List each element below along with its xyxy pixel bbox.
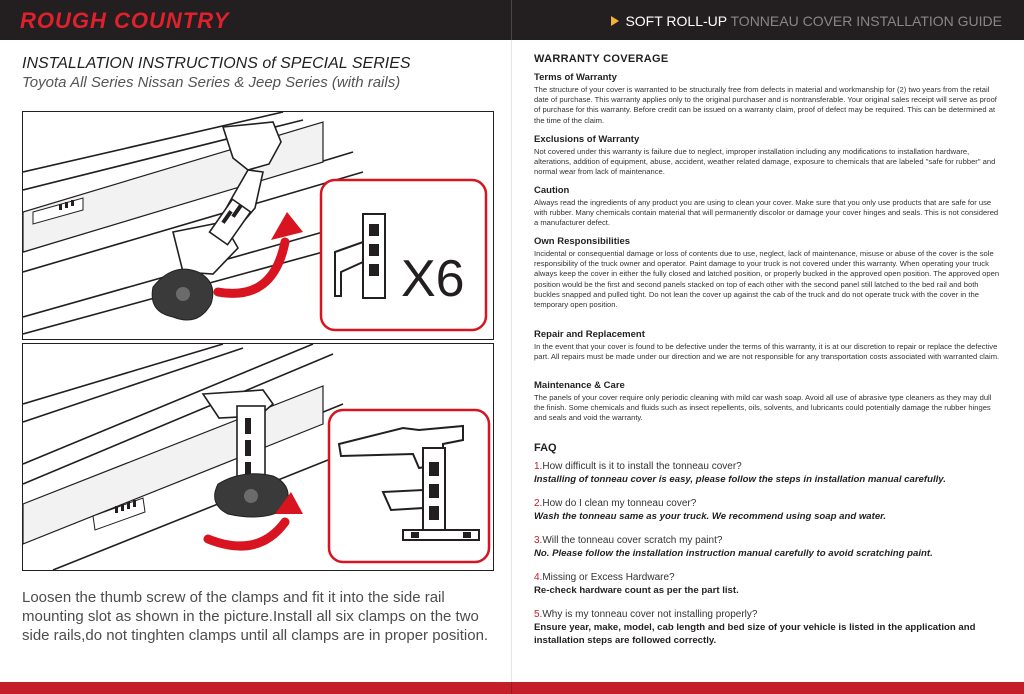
instructions-title: INSTALLATION INSTRUCTIONS of SPECIAL SERIES: [22, 55, 411, 72]
page-header: [0, 0, 1024, 40]
section-heading: Exclusions of Warranty: [534, 134, 640, 145]
faq-answer: Wash the tonneau same as your truck. We recommend using soap and water.: [534, 511, 887, 522]
faq-item: [534, 535, 1004, 561]
faq-title: FAQ: [534, 442, 557, 454]
faq-item: [534, 609, 1004, 647]
faq-answer: Ensure year, make, model, cab length and bed size of your vehicle is listed in the application and installation steps are followed correctly.: [534, 622, 976, 646]
section-body: Incidental or consequential damage or loss of contents due to use, neglect, lack of maintenance, misuse or abuse of the cover is the sole responsibility of the truck owner and operator. Paint damage to your truck is not covered under this warranty. When operating your truck always keep the cover in either the fully closed and latched position, or properly bucked in the approved open position. The approved open position would be the first and second panels stacked on top of each other with the second panel still latched to the bed rail and both buckles snapped and pulled tight. Do not lean the cover up against the cab of the truck and do not operate truck with the cover in the temporary open position.: [534, 249, 1000, 310]
faq-question: 1.How difficult is it to install the tonneau cover?: [534, 461, 742, 472]
warranty-title: WARRANTY COVERAGE: [534, 53, 669, 65]
faq-item: [534, 498, 1004, 524]
clamp-install-illustration: [23, 112, 493, 339]
faq-question: 4.Missing or Excess Hardware?: [534, 572, 675, 583]
quantity-badge: X6: [401, 250, 465, 308]
footer-divider: [511, 682, 512, 694]
warranty-section-exclusions: [534, 134, 1004, 178]
page-spread-divider: [511, 40, 512, 682]
faq-question: 3.Will the tonneau cover scratch my paint?: [534, 535, 723, 546]
figure-clamp-slot: [22, 343, 494, 571]
faq-item: [534, 572, 1004, 598]
header-divider: [511, 0, 512, 40]
faq-answer: Installing of tonneau cover is easy, please follow the steps in installation manual carefully.: [534, 474, 946, 485]
play-triangle-icon: [611, 16, 619, 26]
guide-title-main: SOFT ROLL-UP: [625, 13, 727, 29]
faq-question: 5.Why is my tonneau cover not installing properly?: [534, 609, 758, 620]
warranty-section-terms: [534, 72, 1004, 126]
faq-answer: No. Please follow the installation instruction manual carefully to avoid scratching paint.: [534, 548, 933, 559]
warranty-section-repair: [534, 329, 1004, 362]
section-body: Always read the ingredients of any product you are using to clean your cover. Make sure that you only use products that are safe for use with rubber. Many chemicals contain material that will permanently discolor or damage your cover hinges and seals. This is not considered a manufacturer defect.: [534, 198, 999, 228]
faq-answer: Re-check hardware count as per the part list.: [534, 585, 739, 596]
section-heading: Terms of Warranty: [534, 72, 617, 83]
warranty-section-responsibilities: [534, 236, 1004, 310]
guide-title-rest: TONNEAU COVER INSTALLATION GUIDE: [730, 13, 1002, 29]
section-body: Not covered under this warranty is failure due to neglect, improper installation including any modifications to installation hardware, alterations, addition of equipment, abuse, accident, weather related damage, exposure to chemicals that are labeled "safe for rubber" and normal wear from lack of maintenance.: [534, 147, 996, 177]
section-heading: Caution: [534, 185, 570, 196]
guide-title: [611, 13, 1002, 29]
warranty-section-maintenance: [534, 380, 1004, 424]
section-body: The panels of your cover require only periodic cleaning with mild car wash soap. Avoid all use of abrasive type cleaners as they may dull the finish. Some chemicals and fluids such as insect repellents, oils, solvents, and lubricants could potentially damage the rubber hinges and seals and void the warranty.: [534, 393, 992, 423]
faq-question: 2.How do I clean my tonneau cover?: [534, 498, 697, 509]
installation-caption: Loosen the thumb screw of the clamps and fit it into the side rail mounting slot as shown in the picture.Install all six clamps on the two side rails,do not tinghten clamps until all clamps are in proper position.: [22, 589, 489, 644]
rough-country-logo: ROUGH COUNTRY: [20, 8, 230, 33]
section-body: The structure of your cover is warranted to be structurally free from defects in material and workmanship for (2) two years from the retail date of purchase. This warranty applies only to the original purchaser and is nontransferable. Your original sales receipt will serve as proof of purchase for this warranty. Before credit can be issued on a warranty claim, proof of defect may be required. This can be determined at the time of the claim.: [534, 85, 997, 125]
section-body: In the event that your cover is found to be defective under the terms of this warranty, it is at our discretion to repair or replace the defective part. All repairs must be made under our direction and we are not responsible for any transportation costs associated with warranted claim.: [534, 342, 1000, 362]
section-heading: Own Responsibilities: [534, 236, 631, 247]
section-heading: Maintenance & Care: [534, 380, 625, 391]
instructions-subtitle: Toyota All Series Nissan Series & Jeep Series (with rails): [22, 74, 401, 91]
page-footer: [0, 682, 1024, 694]
faq-item: [534, 461, 1004, 487]
warranty-section-caution: [534, 185, 1004, 229]
clamp-slot-illustration: [23, 344, 493, 570]
section-heading: Repair and Replacement: [534, 329, 645, 340]
figure-clamp-install: [22, 111, 494, 340]
